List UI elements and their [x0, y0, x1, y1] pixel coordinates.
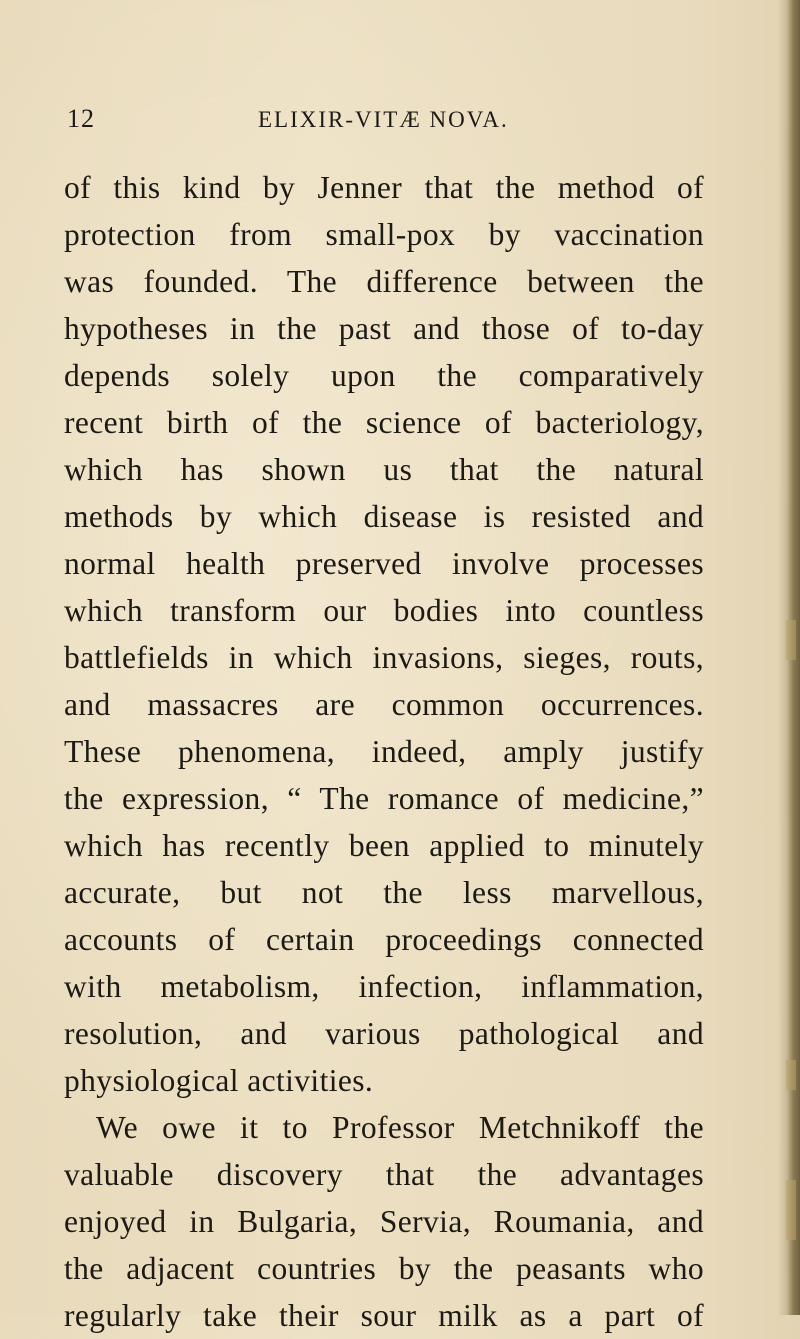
text-line: methods by which disease is resisted and — [64, 499, 704, 534]
text-line: which has recently been applied to minutely — [64, 828, 704, 863]
body-text — [64, 164, 704, 1339]
text-line: regularly take their sour milk as a part of — [64, 1298, 704, 1333]
text-line: normal health preserved involve processes — [64, 546, 704, 581]
page-number: 12 — [67, 104, 95, 133]
running-head: ELIXIR-VITÆ NOVA. — [258, 107, 509, 132]
text-line: enjoyed in Bulgaria, Servia, Roumania, and — [64, 1204, 704, 1239]
text-line: resolution, and various pathological and — [64, 1016, 704, 1051]
page-edge-streak — [786, 620, 796, 660]
text-line: depends solely upon the comparatively — [64, 358, 704, 393]
text-line: physiological activities. — [64, 1063, 374, 1098]
page-edge-shadow — [778, 0, 800, 1315]
text-line: These phenomena, indeed, amply justify — [64, 734, 704, 769]
text-line: of this kind by Jenner that the method of — [64, 170, 704, 205]
text-line: accounts of certain proceedings connected — [64, 922, 704, 957]
text-line: recent birth of the science of bacteriology, — [64, 405, 704, 440]
text-line: the adjacent countries by the peasants who — [64, 1251, 704, 1286]
text-line: and massacres are common occurrences. — [64, 687, 704, 722]
text-line: accurate, but not the less marvellous, — [64, 875, 704, 910]
page-header — [0, 100, 800, 140]
page-edge-streak — [786, 1180, 796, 1240]
text-line: battlefields in which invasions, sieges, routs, — [64, 640, 704, 675]
text-line: the expression, “ The romance of medicine,” — [64, 781, 704, 816]
text-line: which has shown us that the natural — [64, 452, 704, 487]
text-line: was founded. The difference between the — [64, 264, 704, 299]
page-edge-streak — [786, 1060, 796, 1090]
text-line-paragraph-start: We owe it to Professor Metchnikoff the — [96, 1110, 704, 1145]
text-line: which transform our bodies into countless — [64, 593, 704, 628]
text-line: hypotheses in the past and those of to-day — [64, 311, 704, 346]
text-line: valuable discovery that the advantages — [64, 1157, 704, 1192]
text-line: protection from small-pox by vaccination — [64, 217, 704, 252]
text-line: with metabolism, infection, inflammation, — [64, 969, 704, 1004]
